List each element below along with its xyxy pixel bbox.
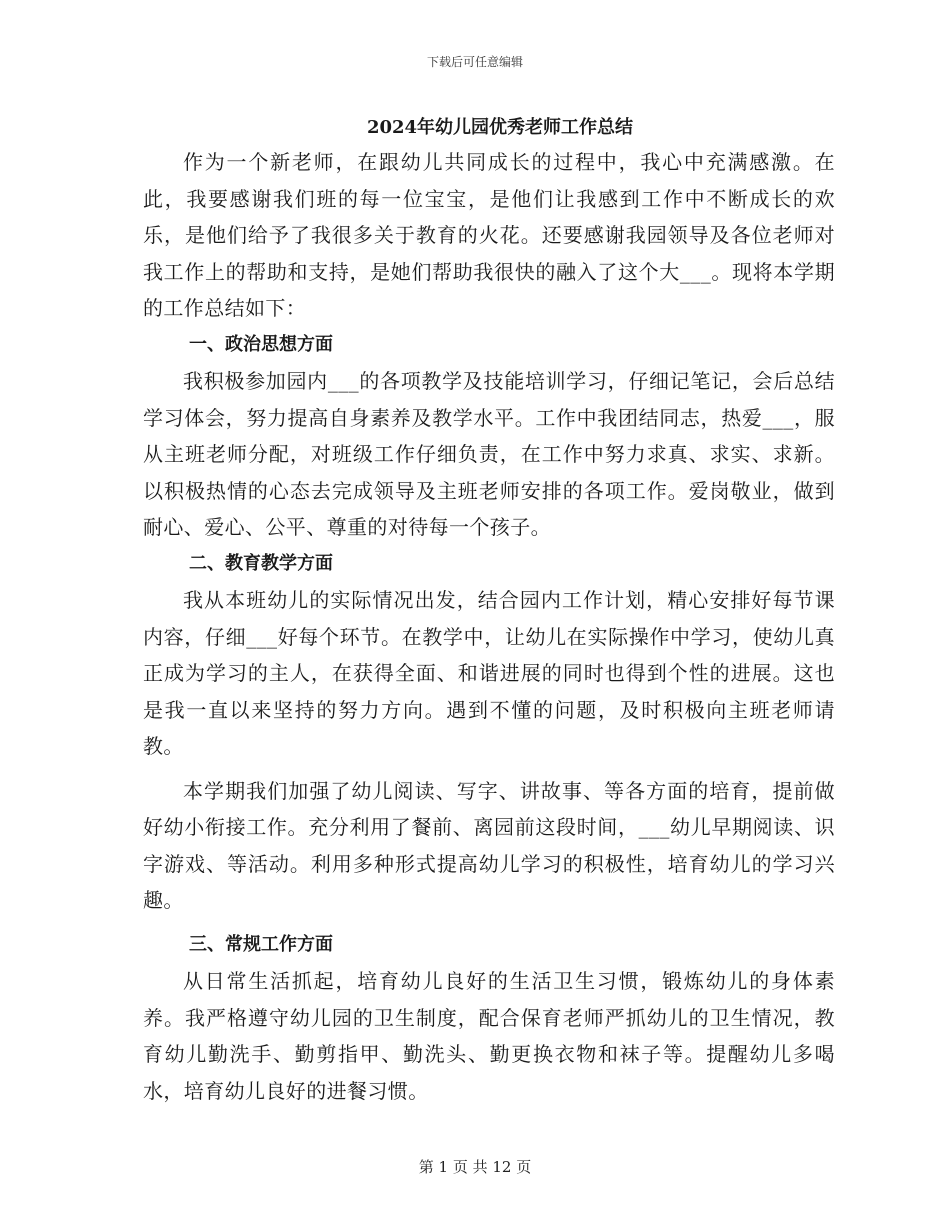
paragraph-gap: [143, 765, 835, 773]
paragraph-gap: [143, 919, 835, 927]
document-body: [143, 112, 835, 1109]
section-heading-political: 一、政治思想方面: [189, 333, 333, 355]
routine-paragraph: 从日常生活抓起，培育幼儿良好的生活卫生习惯，锻炼幼儿的身体素养。我严格遵守幼儿园的卫生制度，配合保育老师严抓幼儿的卫生情况，教育幼儿勤洗手、勤剪指甲、勤洗头、勤更换衣物和袜子等。提醒幼儿多喝水，培育幼儿良好的进餐习惯。: [143, 969, 835, 1103]
document-title: 2024年幼儿园优秀老师工作总结: [366, 117, 634, 138]
teaching-paragraph-2: 本学期我们加强了幼儿阅读、写字、讲故事、等各方面的培育，提前做好幼小衔接工作。充分利用了餐前、离园前这段时间，___幼儿早期阅读、识字游戏、等活动。利用多种形式提高幼儿学习的积极性，培育幼儿的学习兴趣。: [143, 778, 835, 912]
section-heading-teaching: 二、教育教学方面: [189, 552, 333, 574]
section-heading-routine: 三、常规工作方面: [189, 933, 333, 955]
political-paragraph: 我积极参加园内___的各项教学及技能培训学习，仔细记笔记，会后总结学习体会，努力提高自身素养及教学水平。工作中我团结同志，热爱___，服从主班老师分配，对班级工作仔细负责，在工作中努力求真、求实、求新。以积极热情的心态去完成领导及主班老师安排的各项工作。爱岗敬业，做到耐心、爱心、公平、尊重的对待每一个孩子。: [143, 369, 835, 539]
intro-paragraph: 作为一个新老师，在跟幼儿共同成长的过程中，我心中充满感激。在此，我要感谢我们班的每一位宝宝，是他们让我感到工作中不断成长的欢乐，是他们给予了我很多关于教育的火花。还要感谢我园领导及各位老师对我工作上的帮助和支持，是她们帮助我很快的融入了这个大___。现将本学期的工作总结如下：: [143, 150, 835, 320]
page-footer: 第 1 页 共 12 页: [418, 1158, 532, 1176]
teaching-paragraph-1: 我从本班幼儿的实际情况出发，结合园内工作计划，精心安排好每节课内容，仔细___好每个环节。在教学中，让幼儿在实际操作中学习，使幼儿真正成为学习的主人，在获得全面、和谐进展的同时也得到个性的进展。这也是我一直以来坚持的努力方向。遇到不懂的问题，及时积极向主班老师请教。: [143, 588, 835, 758]
header-note: 下载后可任意编辑: [426, 55, 523, 69]
